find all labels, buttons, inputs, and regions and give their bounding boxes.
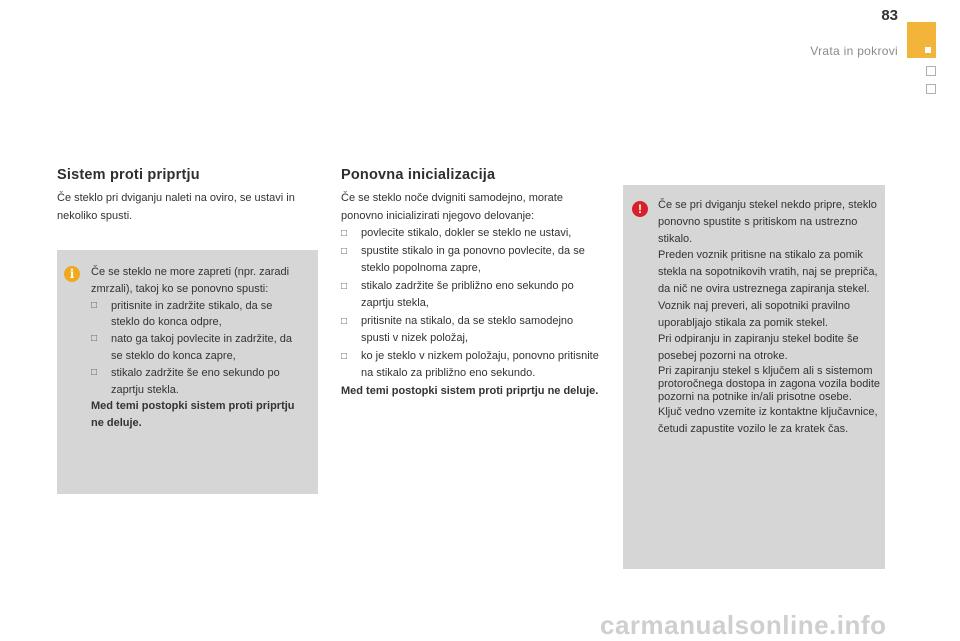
reinitialization-note: Med temi postopki sistem proti priprtju ne deluje. (341, 384, 599, 397)
reinitialization-steps (341, 225, 604, 383)
chapter-tab[interactable] (926, 84, 936, 94)
list-item: □ spustite stikalo in ga ponovno povlecite, da se steklo popolnoma zapre, (341, 243, 604, 278)
info-box-content (91, 264, 303, 432)
chapter-title: Vrata in pokrovi (810, 44, 898, 58)
list-item: □ povlecite stikalo, dokler se steklo ne ustavi, (341, 225, 604, 243)
warning-text-1: Če se pri dviganju stekel nekdo pripre, steklo ponovno spustite s pritiskom na ustrezno stikalo. (658, 199, 877, 245)
warning-text-6: Ključ vedno vzemite iz kontaktne ključavnice, četudi zapustite vozilo le za kratek čas. (658, 405, 878, 435)
section-title-anti-pinch: Sistem proti priprtju (57, 167, 200, 183)
list-item: □ nato ga takoj povlecite in zadržite, da se steklo do konca zapre, (91, 331, 303, 365)
list-item: □ pritisnite in zadržite stikalo, da se steklo do konca odpre, (91, 298, 303, 332)
warning-text-4: Pri odpiranju in zapiranju stekel bodite še posebej pozorni na otroke. (658, 333, 859, 363)
list-item: □ ko je steklo v nizkem položaju, ponovno pritisnite na stikalo za približno eno sekundo. (341, 348, 604, 383)
reinitialization-intro: Če se steklo noče dvigniti samodejno, morate ponovno inicializirati njegovo delovanje: (341, 192, 563, 222)
warning-box-content (658, 197, 880, 438)
section-title-reinitialization: Ponovna inicializacija (341, 167, 496, 183)
tab-marker (925, 47, 931, 53)
list-item: □ pritisnite na stikalo, da se steklo samodejno spusti v nizek položaj, (341, 313, 604, 348)
list-item: □ stikalo zadržite še eno sekundo po zaprtju stekla. (91, 365, 303, 399)
info-box-note: Med temi postopki sistem proti priprtju ne deluje. (91, 400, 295, 430)
info-box-intro: Če se steklo ne more zapreti (npr. zaradi zmrzali), takoj ko se ponovno spusti: (91, 266, 290, 295)
page-number: 83 (881, 7, 898, 24)
warning-text-2: Preden voznik pritisne na stikalo za pomik stekla na sopotnikovih vratih, naj se prepriča, da nič ne ovira ustreznega zapiranja stekel. (658, 249, 878, 295)
chapter-tab[interactable] (926, 66, 936, 76)
watermark: carmanualsonline.info (600, 610, 887, 640)
reinitialization-content (341, 190, 604, 400)
warning-icon: ! (632, 201, 648, 217)
anti-pinch-intro: Če steklo pri dviganju naleti na oviro, se ustavi in nekoliko spusti. (57, 192, 295, 222)
info-box-steps (91, 298, 303, 399)
list-item: □ stikalo zadržite še približno eno sekundo po zaprtju stekla, (341, 278, 604, 313)
warning-text-3: Voznik naj preveri, ali sopotniki pravilno uporabljajo stikala za pomik stekel. (658, 299, 850, 329)
warning-text-5: Pri zapiranju stekel s ključem ali s sistemom protoročnega dostopa in zagona vozila bodite pozorni na potnike in/ali prisotne osebe. (658, 364, 880, 403)
chapter-tab-active[interactable] (907, 22, 936, 58)
info-icon: i (64, 266, 80, 282)
